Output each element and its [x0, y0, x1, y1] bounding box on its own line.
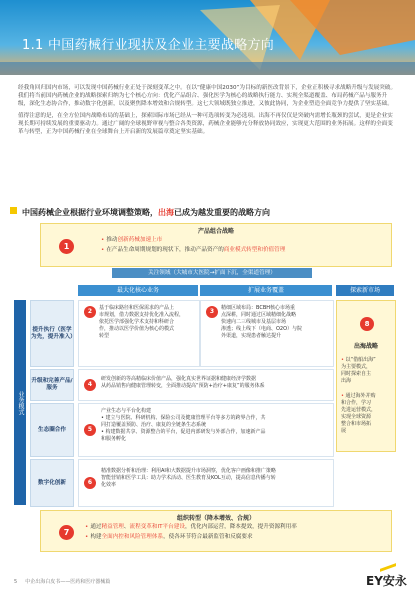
row-label-ecosystem: 生态圈合作 — [30, 403, 74, 457]
ey-logo: EY安永 — [366, 574, 407, 588]
overseas-strategy-heading: 出海战略 — [353, 343, 378, 350]
business-model-label: 业务模式 — [14, 300, 26, 505]
intro-text — [18, 84, 398, 140]
column-new-markets: 探索新市场 — [336, 285, 394, 296]
hero-banner — [0, 0, 415, 75]
row-label-digital: 数字化创新 — [30, 459, 74, 507]
intro-paragraph-2: 值得注意的是，在全方位国内战略布局的基础上，探索国际市场已经从一种可选项转变为必选项。出海不再仅仅是突破内需增长瓶颈的尝试，更是企业实现长期可持续发展的重要驱动力。通过广阔的全球视野审视与整合各类资源，药械企业能够充分释放协同效应，实现更大范围的业务拓展。这样的全面变革与转型，正为中国药械行业在全球舞台上开启新的发展篇章奠定坚实基础。 — [18, 113, 393, 135]
step-number-1: 1 — [59, 239, 74, 254]
step-number-5: 5 — [84, 424, 96, 436]
step-number-8: 8 — [360, 317, 374, 331]
section-marker — [10, 207, 17, 214]
page-number: 5 — [14, 579, 18, 585]
focus-area-bar: 关注领域（大城市大医院→扩面下沉，全渠道管理） — [112, 268, 312, 278]
step-number-3: 3 — [206, 306, 218, 318]
org-transformation-box — [40, 510, 392, 552]
step-number-6: 6 — [84, 477, 96, 489]
page-title: 1.1 中国药械行业现状及企业主要战略方向 — [22, 38, 275, 53]
ey-logo-bar — [380, 563, 396, 572]
step-number-2: 2 — [84, 306, 96, 318]
section-title: 中国药械企业根据行业环境调整策略，出海已成为越发重要的战略方向 — [22, 208, 270, 217]
portfolio-bullet-2: • 在产品生命周期规划的现状下，推动产品资产的商业模式转型和价值管理 — [101, 247, 286, 253]
footer — [14, 578, 110, 585]
step-number-4: 4 — [84, 379, 96, 391]
step-number-7: 7 — [59, 525, 74, 540]
product-portfolio-box — [40, 223, 392, 267]
cell-execution-core-text: 基于临床路径和医保需求的产品上 市规划，借力数据支持优化准入流程， 依托医学部强化学术支持和科研合 作，推动以医学价值为核心的模式 转型 — [99, 305, 185, 339]
portfolio-bullet-1: • 推动创新药械加速上市 — [101, 237, 163, 243]
cell-execution-core — [78, 300, 200, 367]
cell-execution-expand-text: 精细区域布局：BCBH核心市场重 点深耕，同时通过区域精细化战略 快速向二三线城市及基层市场 渗透；线上线下（电商、O2O）与院 外渠道，实现患者触达提升 — [221, 305, 303, 339]
cell-ecosystem — [78, 403, 334, 457]
cell-products-text: 研发创新的等高精临床价值产品，强化真实世界证据和健康经济学数据 从药品销售向健康管理转变，全面推动提高“预防+治疗+康复”的服务体系 — [101, 376, 265, 389]
org-bullet-1: • 通过精益管理、流程变革和IT平台建设，优化内部运营，降本提效，提升资源利用率 — [85, 524, 297, 530]
org-bullet-2: • 构建全面内控和风险管理体系，使各环节符合最新监管和反腐要求 — [85, 534, 253, 540]
footer-text: 中企出海白皮书——医药和医疗器械篇 — [25, 579, 111, 585]
cell-digital — [78, 459, 334, 507]
row-label-execution: 提升执行（医学为先，提升准入） — [30, 300, 74, 367]
cell-ecosystem-text: 产业生态与平台化构建 • 建立与医院、科研机构、保险公司及健康管理平台等多方的跨界合作，共 同打造覆盖预防、治疗、康复的全链条生态系统 • 构建数据共享、资源整合的平台，促进内部研发与外部合作，加速新产品 和服务孵化 — [101, 408, 266, 442]
row-label-products: 升级和完善产品/服务 — [30, 369, 74, 401]
column-core-business: 最大化核心业务 — [78, 285, 198, 296]
intro-paragraph-1: 经我角回归国内市场，可以发现中国药械行业正处于深刻变革之中。在以“健康中国2030”为目标的新医改背景下，企业正积极寻求战略升级与发展突破。我们将当前国内药械企业的战略探索归纳为七个核心方向：优化产品组合、强化医学为核心的战略执行能力、实现全渠道覆盖、布局药械产品与服务升级，深化生态协合作，推动数字化创新，以及聚焦降本增效和合规转型。这七大领域既独立推进，又彼此协同，为企业塑造全面竞争力提供了坚实基础。 — [18, 85, 397, 107]
column-expand-coverage: 扩展业务覆盖 — [200, 285, 332, 296]
overseas-strategy-box — [336, 300, 396, 452]
overseas-bullet-1: • 以“借船出海” 为主要模式， 同时探索自主 出海 — [341, 357, 376, 384]
cell-products — [78, 369, 334, 401]
cell-digital-text: 精准数据分析和治理：利用AI和大数据提升市场洞察，优化客户画像和推广策略 智能营销和医学工具：助力学术活动、医生教育及KOL互动，提高信息传播与转 化效率 — [101, 468, 276, 488]
overseas-bullet-2: • 通过海外并购 和合作，学习 先进运营模式， 实现全球资源 整合和市场拓 展 — [341, 393, 377, 434]
cell-execution-expand — [200, 300, 334, 367]
org-transformation-heading: 组织转型（降本增效、合规） — [176, 515, 255, 522]
product-portfolio-heading: 产品组合战略 — [197, 228, 234, 235]
